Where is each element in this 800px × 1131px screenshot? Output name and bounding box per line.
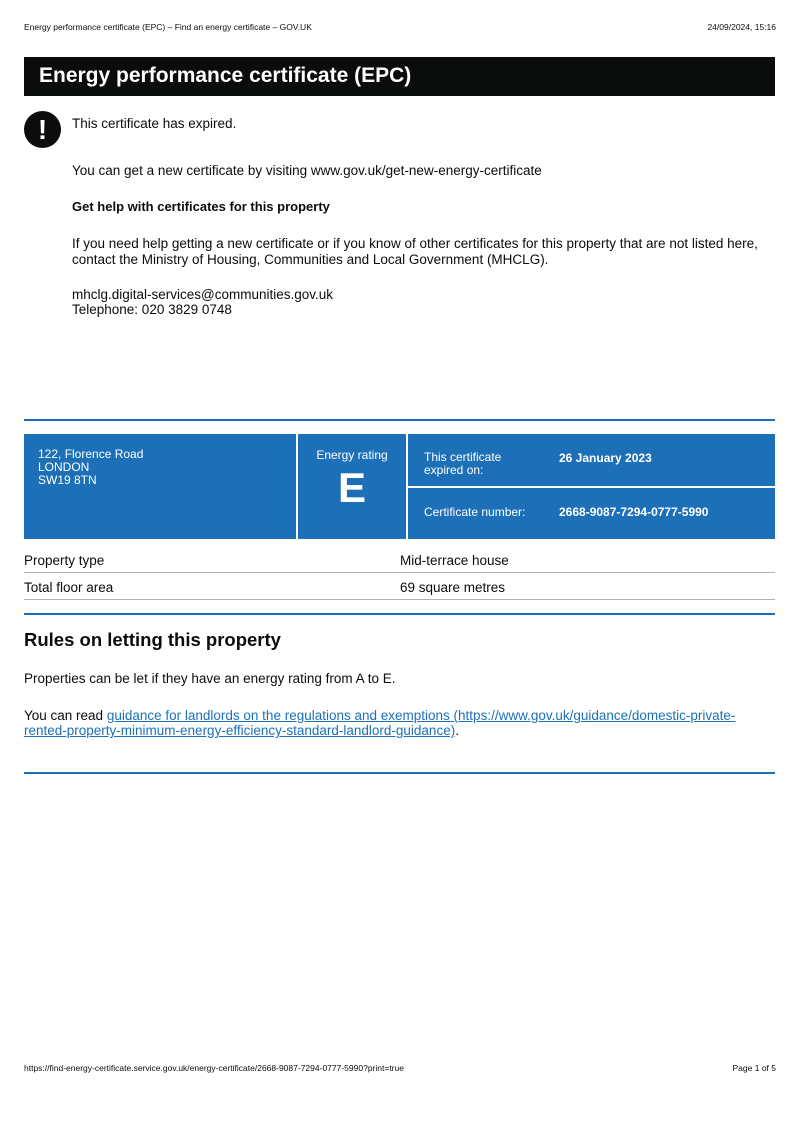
contact-email: mhclg.digital-services@communities.gov.uk	[72, 287, 334, 302]
guidance-paragraph	[24, 708, 764, 738]
print-page-title: Energy performance certificate (EPC) – Find an energy certificate – GOV.UK	[24, 22, 312, 32]
letting-heading: Rules on letting this property	[24, 629, 281, 650]
page-title: Energy performance certificate (EPC)	[24, 57, 775, 96]
print-datetime: 24/09/2024, 15:16	[707, 22, 776, 32]
epc-summary-box	[24, 434, 775, 539]
address-line: LONDON	[38, 460, 90, 474]
warning-icon: !	[24, 111, 61, 148]
floor-area-row	[24, 574, 775, 600]
property-type-value: Mid-terrace house	[400, 553, 509, 568]
print-url: https://find-energy-certificate.service.gov.uk/energy-certificate/2668-9087-7294-0777-5990?print=true	[24, 1063, 404, 1073]
section-divider	[24, 613, 775, 615]
floor-area-value: 69 square metres	[400, 580, 506, 595]
guidance-prefix: You can read	[24, 708, 107, 723]
floor-area-label: Total floor area	[24, 580, 114, 595]
section-divider	[24, 772, 775, 774]
expiry-date: 26 January 2023	[559, 451, 652, 465]
address-line: 122, Florence Road	[38, 447, 144, 461]
page-number: Page 1 of 5	[732, 1063, 776, 1073]
expiry-label: This certificate expired on:	[424, 450, 502, 477]
section-divider	[24, 419, 775, 421]
certificate-number-label: Certificate number:	[424, 505, 526, 519]
guidance-suffix: .	[455, 723, 459, 738]
certificate-number: 2668-9087-7294-0777-5990	[559, 505, 709, 519]
energy-rating-value: E	[337, 464, 366, 511]
print-header	[24, 22, 776, 34]
energy-rating-label: Energy rating	[316, 448, 388, 462]
address-line: SW19 8TN	[38, 473, 97, 487]
property-type-row	[24, 547, 775, 573]
expired-notice: This certificate has expired.	[72, 116, 237, 131]
letting-rule-text: Properties can be let if they have an energy rating from A to E.	[24, 671, 396, 686]
help-heading: Get help with certificates for this property	[72, 199, 330, 214]
box-divider	[408, 486, 775, 488]
contact-telephone: Telephone: 020 3829 0748	[72, 302, 232, 317]
property-type-label: Property type	[24, 553, 105, 568]
help-text: If you need help getting a new certificate or if you know of other certificates for this property that are not listed here, contact the Ministry of Housing, Communities and Local Government (MHCLG).	[72, 236, 758, 267]
landlord-guidance-link[interactable]: guidance for landlords on the regulations and exemptions (https://www.gov.uk/guidance/domestic-private-rented-property-minimum-energy-efficiency-standard-landlord-guidance)	[24, 708, 736, 738]
print-footer	[24, 1063, 776, 1075]
new-certificate-text: You can get a new certificate by visiting www.gov.uk/get-new-energy-certificate	[72, 163, 542, 178]
property-address	[38, 448, 143, 487]
